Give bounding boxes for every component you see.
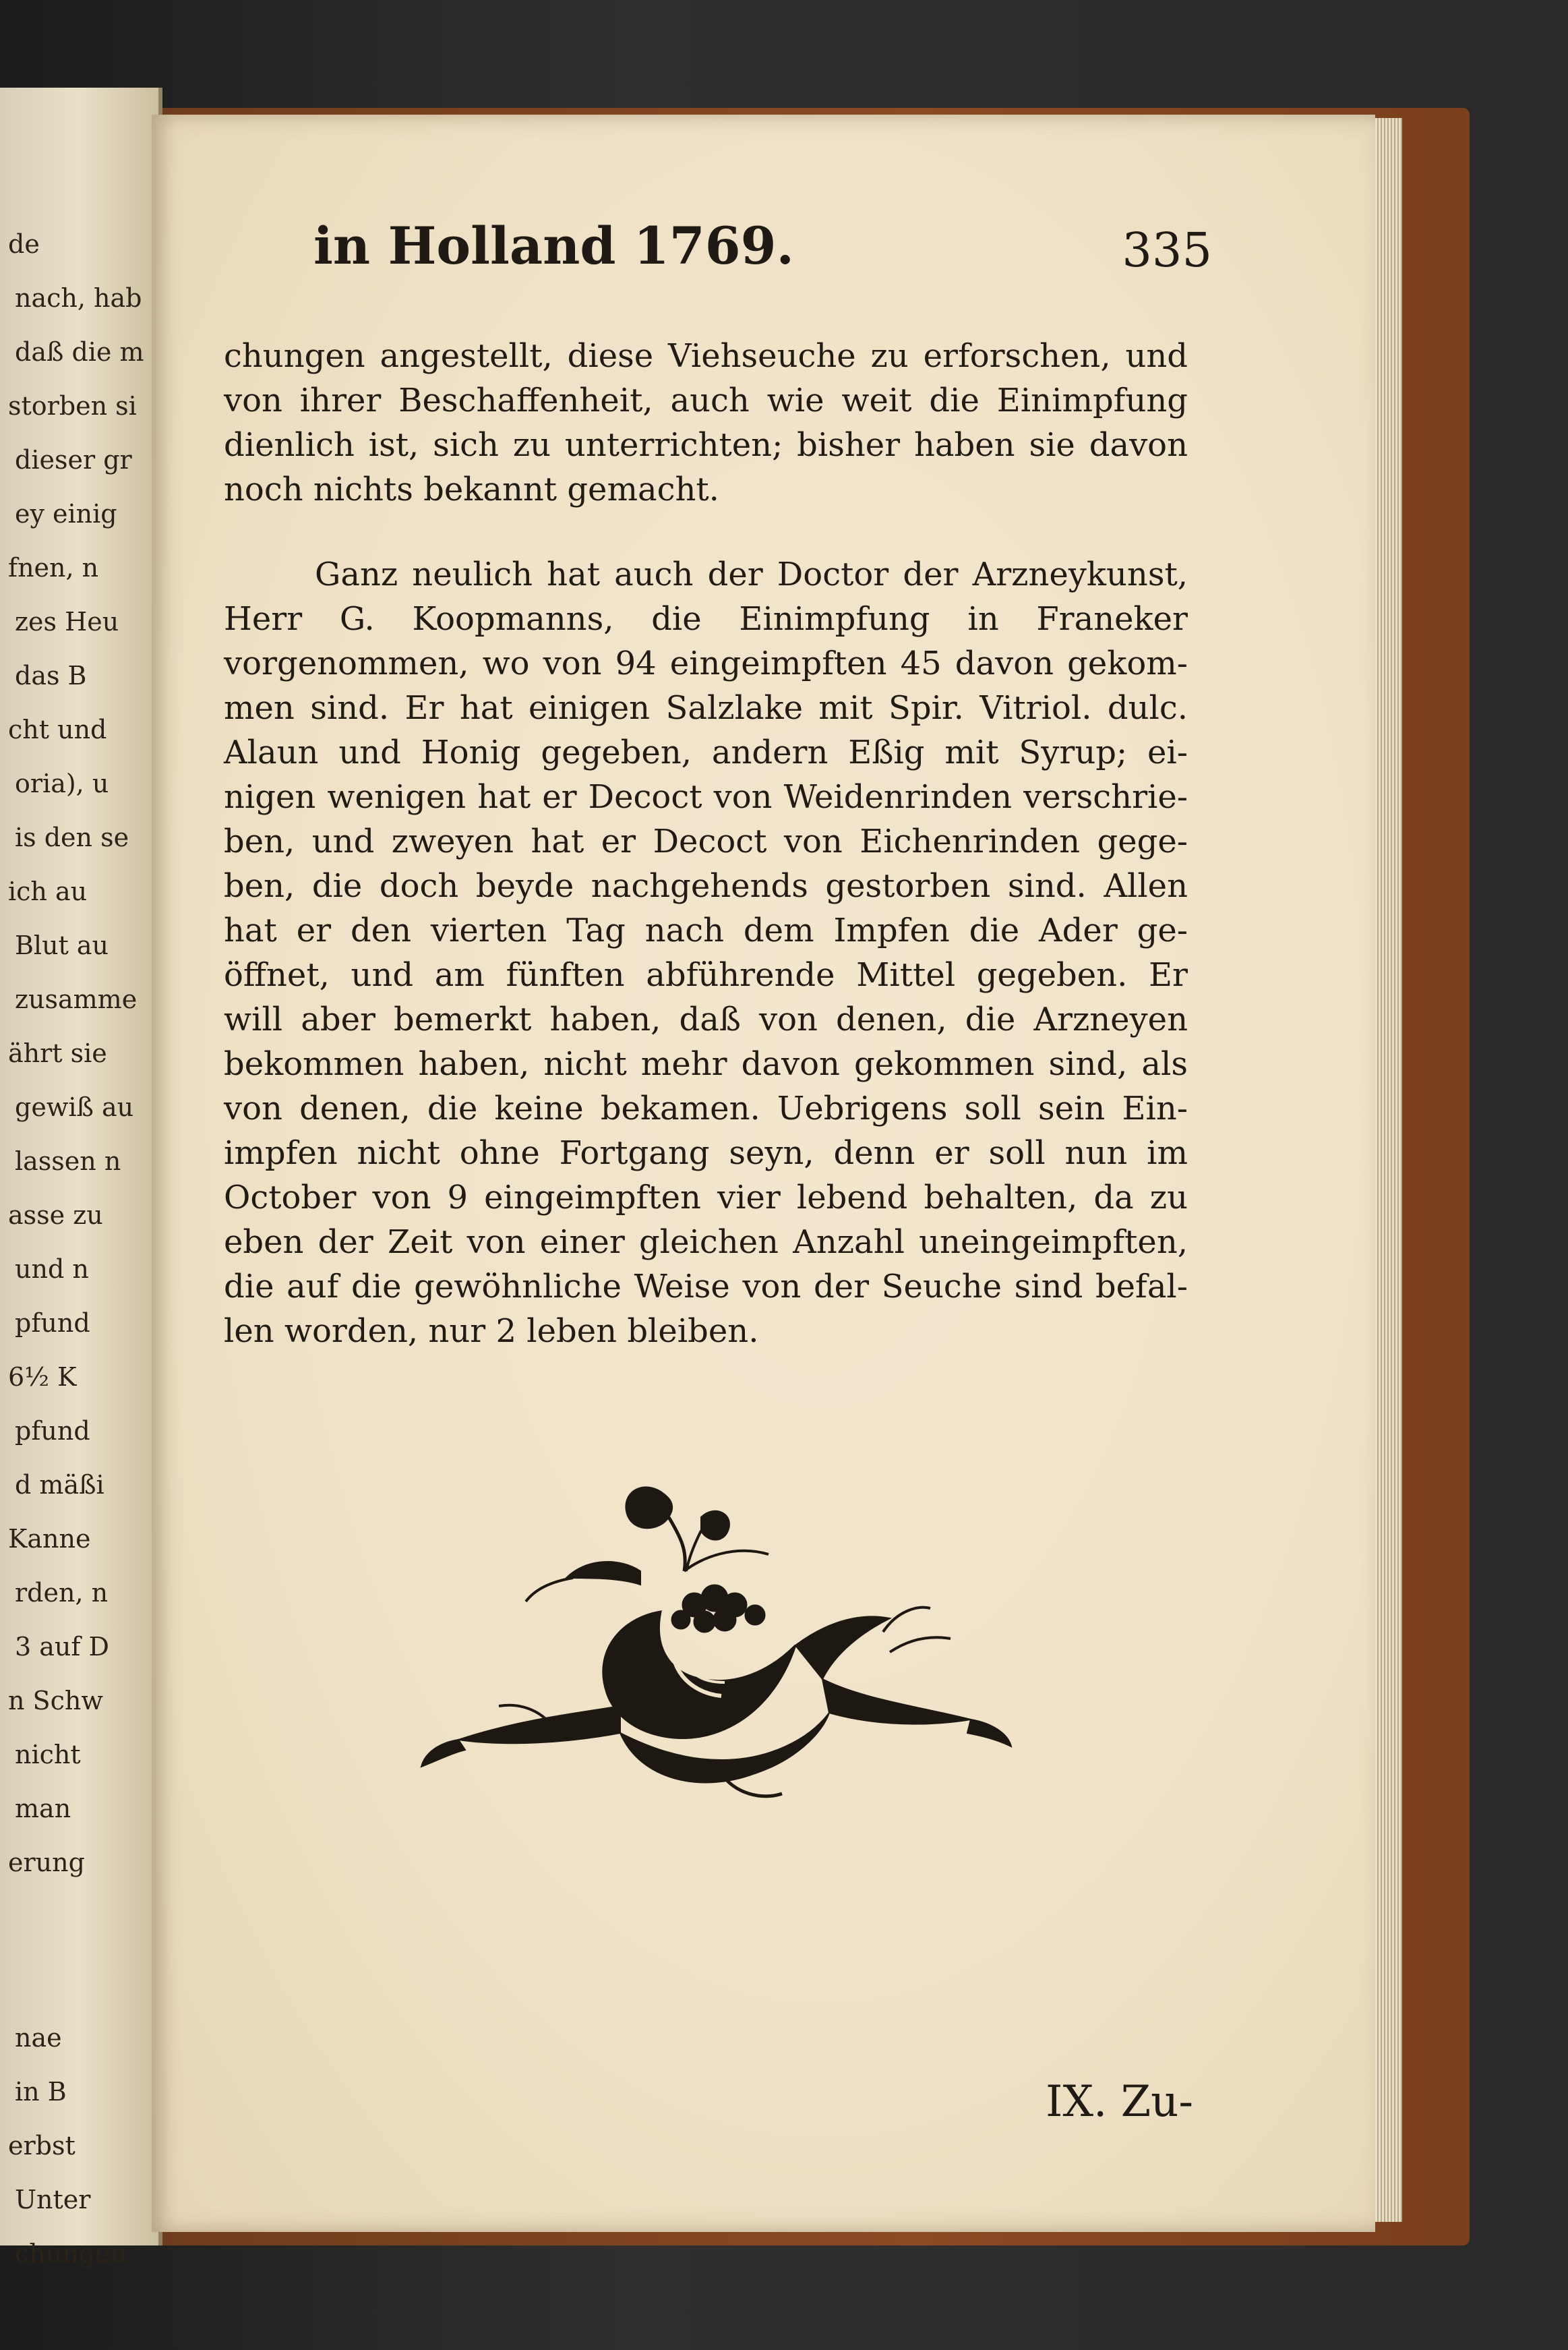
left-page-text-fragment: lassen n [15, 1146, 121, 1176]
cornucopia-ornament-icon [418, 1477, 1025, 1841]
left-page-text-fragment: n Schw [8, 1686, 103, 1715]
left-page-text-fragment: storben si [8, 391, 137, 421]
left-page-text-fragment: dieser gr [15, 445, 132, 475]
left-page-text-fragment: das B [15, 661, 87, 691]
left-page-text-fragment: cht und [8, 715, 107, 744]
text-line: len worden, nur 2 leben bleiben. [224, 1312, 759, 1350]
text-line: men sind. Er hat einigen Salzlake mit Spir. Vitriol. dulc. [224, 689, 1188, 727]
text-line: öffnet, und am fünften abführende Mittel gegeben. Er [224, 956, 1188, 994]
text-line: ben, und zweyen hat er Decoct von Eichenrinden gege- [224, 823, 1188, 860]
paragraph-2 [224, 552, 1188, 1353]
catchword: IX. Zu- [1046, 2077, 1193, 2127]
left-page-text-fragment: pfund [15, 1416, 90, 1446]
left-page-text-fragment: Blut au [15, 931, 109, 960]
left-page-text-fragment: daß die m [15, 337, 144, 367]
text-line: Alaun und Honig gegeben, andern Eßig mit Syrup; ei- [224, 734, 1188, 771]
left-page-text-fragment: nach, hab [15, 283, 142, 313]
page-number: 335 [1122, 223, 1212, 278]
text-line: ben, die doch beyde nachgehends gestorben sind. Allen [224, 867, 1188, 905]
left-page-text-fragment: asse zu [8, 1200, 103, 1230]
text-line: October von 9 eingeimpften vier lebend behalten, da zu [224, 1179, 1188, 1216]
left-page-text-fragment: ey einig [15, 499, 117, 529]
left-page-text-fragment: oria), u [15, 769, 109, 798]
left-page-text-fragment: pfund [15, 1308, 90, 1338]
text-line: die auf die gewöhnliche Weise von der Seuche sind befal- [224, 1268, 1188, 1305]
left-page-text-fragment: 3 auf D [15, 1632, 109, 1662]
running-title: in Holland 1769. [313, 216, 794, 276]
text-line: Ganz neulich hat auch der Doctor der Arzneykunst, [315, 556, 1188, 593]
left-page-text-fragment: in B [15, 2077, 67, 2107]
left-page-text-fragment: Unter [15, 2185, 91, 2214]
left-page-text-fragment: chungen [15, 2239, 127, 2268]
left-page-text-fragment: erbst [8, 2131, 76, 2161]
left-page-text-fragment: fnen, n [8, 553, 99, 583]
left-page-text-fragment: und n [15, 1254, 89, 1284]
page-335 [152, 115, 1375, 2232]
text-line: impfen nicht ohne Fortgang seyn, denn er soll nun im [224, 1134, 1188, 1172]
text-line: vorgenommen, wo von 94 eingeimpften 45 davon gekom- [224, 645, 1188, 682]
left-page-text-fragment: rden, n [15, 1578, 109, 1608]
left-page-text-fragment: d mäßi [15, 1470, 104, 1500]
text-line: Herr G. Koopmanns, die Einimpfung in Franeker [224, 600, 1188, 638]
text-line: nigen wenigen hat er Decoct von Weidenrinden verschrie- [224, 778, 1188, 816]
body-text [224, 334, 1188, 1353]
left-page-text-fragment: de [8, 229, 40, 259]
text-line: dienlich ist, sich zu unterrichten; bisher haben sie davon [224, 426, 1188, 464]
left-page-text-fragment: nae [15, 2023, 62, 2053]
left-page-text-fragment: ich au [8, 877, 88, 906]
left-page-text-fragment: man [15, 1794, 71, 1823]
left-page-fragment [0, 88, 162, 2268]
text-line: bekommen haben, nicht mehr davon gekommen sind, als [224, 1045, 1188, 1083]
left-page-text-fragment: gewiß au [15, 1092, 134, 1122]
text-line: noch nichts bekannt gemacht. [224, 471, 719, 508]
text-line: will aber bemerkt haben, daß von denen, die Arzneyen [224, 1001, 1188, 1038]
left-page-text-fragment: zusamme [15, 985, 138, 1014]
left-page-text-fragment: is den se [15, 823, 129, 852]
text-line: von ihrer Beschaffenheit, auch wie weit die Einimpfung [224, 382, 1188, 419]
left-page-text-fragment: erung [8, 1848, 85, 1877]
text-line: eben der Zeit von einer gleichen Anzahl uneingeimpften, [224, 1223, 1188, 1261]
left-page-text-fragment: nicht [15, 1740, 81, 1769]
text-line: von denen, die keine bekamen. Uebrigens soll sein Ein- [224, 1090, 1188, 1127]
text-line: chungen angestellt, diese Viehseuche zu erforschen, und [224, 337, 1188, 375]
left-page-text-fragment: zes Heu [15, 607, 119, 637]
text-line: hat er den vierten Tag nach dem Impfen die Ader ge- [224, 912, 1188, 949]
left-page-text-fragment: ährt sie [8, 1038, 107, 1068]
paragraph-1 [224, 334, 1188, 512]
left-page-text-fragment: Kanne [8, 1524, 91, 1554]
left-page-text-fragment: 6½ K [8, 1362, 77, 1392]
